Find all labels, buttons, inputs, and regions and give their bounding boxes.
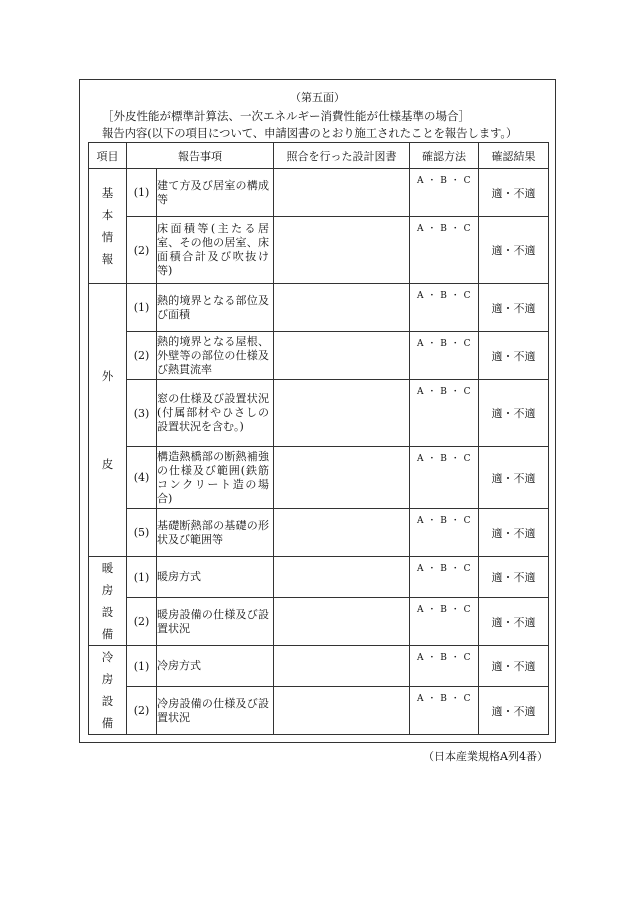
category-cell [89,284,127,557]
paper-size-note: （日本産業規格A列4番） [423,750,548,763]
item-number: (4) [127,447,157,509]
design-document-cell[interactable] [274,447,410,509]
table-row [89,509,549,557]
item-text: 構造熱橋部の断熱補強の仕様及び範囲(鉄筋コンクリート造の場合) [157,447,274,509]
method-options[interactable]: A ・ B ・ C [410,646,479,687]
header-method: 確認方法 [410,143,479,169]
table-row [89,646,549,687]
item-text: 窓の仕様及び設置状況(付属部材やひさしの設置状況を含む。) [157,380,274,447]
item-number: (1) [127,169,157,217]
method-options[interactable]: A ・ B ・ C [410,557,479,598]
method-options[interactable]: A ・ B ・ C [410,380,479,447]
result-options[interactable]: 適・不適 [479,217,549,284]
result-options[interactable]: 適・不適 [479,687,549,735]
category-cell [89,646,127,735]
item-text: 建て方及び居室の構成等 [157,169,274,217]
header-category: 項目 [89,143,127,169]
item-number: (2) [127,687,157,735]
item-text: 熱的境界となる屋根、外壁等の部位の仕様及び熱貫流率 [157,332,274,380]
header-result: 確認結果 [479,143,549,169]
item-number: (1) [127,557,157,598]
category-cell [89,169,127,284]
table-row [89,332,549,380]
method-options[interactable]: A ・ B ・ C [410,598,479,646]
design-document-cell[interactable] [274,169,410,217]
item-text: 熱的境界となる部位及び面積 [157,284,274,332]
result-options[interactable]: 適・不適 [479,332,549,380]
item-number: (3) [127,380,157,447]
method-options[interactable]: A ・ B ・ C [410,332,479,380]
result-options[interactable]: 適・不適 [479,169,549,217]
item-number: (1) [127,284,157,332]
table-row [89,687,549,735]
design-document-cell[interactable] [274,380,410,447]
design-document-cell[interactable] [274,217,410,284]
result-options[interactable]: 適・不適 [479,509,549,557]
report-table [88,142,549,735]
item-number: (1) [127,646,157,687]
result-options[interactable]: 適・不適 [479,557,549,598]
table-row [89,169,549,217]
table-row [89,598,549,646]
item-number: (2) [127,332,157,380]
method-options[interactable]: A ・ B ・ C [410,447,479,509]
design-document-cell[interactable] [274,509,410,557]
method-options[interactable]: A ・ B ・ C [410,217,479,284]
category-label: 外 皮 [101,369,114,471]
item-text: 床面積等(主たる居室、その他の居室、床面積合計及び吹抜け等) [157,217,274,284]
design-document-cell[interactable] [274,332,410,380]
result-options[interactable]: 適・不適 [479,284,549,332]
table-header-row [89,143,549,169]
item-text: 暖房設備の仕様及び設置状況 [157,598,274,646]
item-text: 暖房方式 [157,557,274,598]
design-document-cell[interactable] [274,646,410,687]
form-frame [79,79,556,743]
page-label: （第五面） [290,91,345,104]
category-label: 冷 房 設 備 [101,650,114,730]
table-row [89,284,549,332]
header-item: 報告事項 [127,143,274,169]
item-number: (5) [127,509,157,557]
table-row [89,557,549,598]
category-cell [89,557,127,646]
item-text: 基礎断熱部の基礎の形状及び範囲等 [157,509,274,557]
design-document-cell[interactable] [274,687,410,735]
header-doc: 照合を行った設計図書 [274,143,410,169]
design-document-cell[interactable] [274,598,410,646]
table-row [89,447,549,509]
condition-heading: ［外皮性能が標準計算法、一次エネルギー消費性能が仕様基準の場合］ [102,109,470,123]
result-options[interactable]: 適・不適 [479,447,549,509]
result-options[interactable]: 適・不適 [479,380,549,447]
report-intro: 報告内容(以下の項目について、申請図書のとおり施工されたことを報告します。） [102,126,518,140]
method-options[interactable]: A ・ B ・ C [410,687,479,735]
method-options[interactable]: A ・ B ・ C [410,509,479,557]
method-options[interactable]: A ・ B ・ C [410,169,479,217]
result-options[interactable]: 適・不適 [479,646,549,687]
result-options[interactable]: 適・不適 [479,598,549,646]
category-label: 基 本 情 報 [101,186,114,266]
item-text: 冷房方式 [157,646,274,687]
item-number: (2) [127,598,157,646]
method-options[interactable]: A ・ B ・ C [410,284,479,332]
item-text: 冷房設備の仕様及び設置状況 [157,687,274,735]
table-row [89,217,549,284]
design-document-cell[interactable] [274,284,410,332]
category-label: 暖 房 設 備 [101,561,114,641]
design-document-cell[interactable] [274,557,410,598]
item-number: (2) [127,217,157,284]
table-row [89,380,549,447]
